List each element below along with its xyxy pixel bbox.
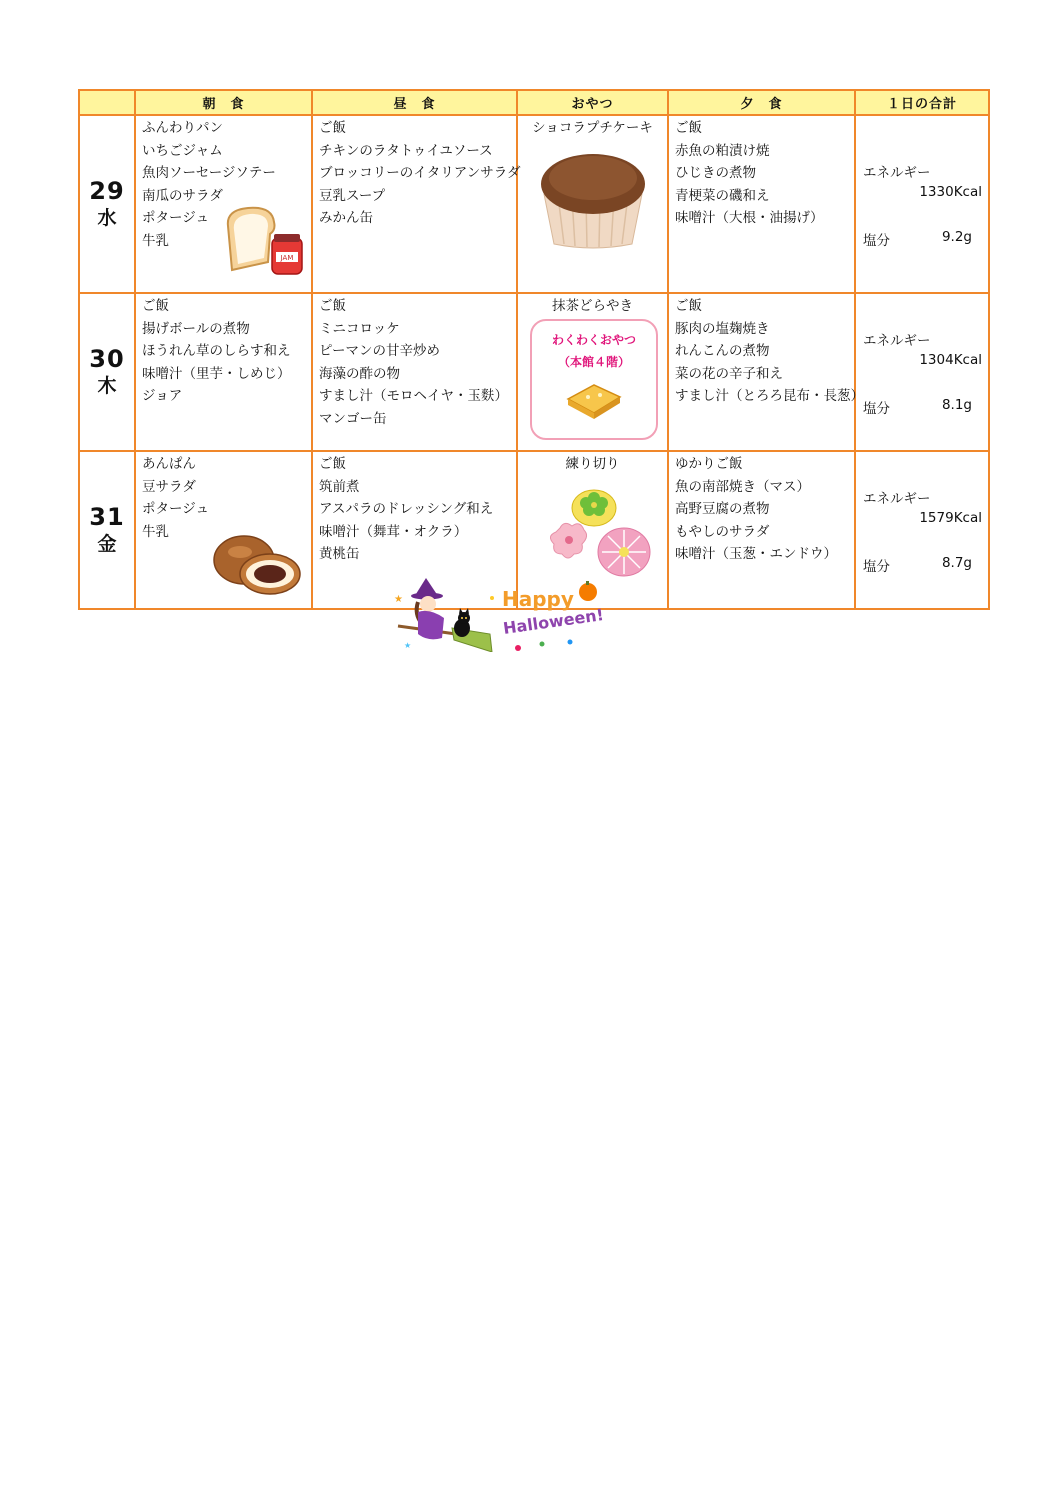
- snack-name: ショコラプチケーキ: [532, 120, 653, 136]
- menu-item: 牛乳: [142, 523, 169, 540]
- menu-item: 味噌汁（里芋・しめじ）: [142, 365, 291, 382]
- menu-item: 豚肉の塩麹焼き: [675, 320, 770, 337]
- breakfast-cell: [135, 451, 312, 609]
- menu-item: ほうれん草のしらす和え: [142, 343, 291, 360]
- dinner-cell: [668, 293, 864, 451]
- breakfast-cell: [135, 115, 312, 293]
- menu-item: 味噌汁（大根・油揚げ）: [675, 210, 824, 227]
- menu-item: もやしのサラダ: [675, 523, 770, 540]
- menu-item: 豆サラダ: [142, 478, 196, 495]
- header-total: １日の合計: [855, 90, 989, 115]
- menu-item: 青梗菜の磯和え: [675, 187, 770, 204]
- menu-item: ご飯: [675, 298, 702, 314]
- lunch-cell: [312, 293, 517, 451]
- salt-label: 塩分: [863, 233, 890, 249]
- menu-table: [78, 89, 990, 610]
- lunch-cell: [312, 115, 521, 293]
- snack-cell: [517, 293, 668, 451]
- menu-item: ミニコロッケ: [319, 320, 400, 337]
- menu-item: ご飯: [319, 456, 346, 472]
- menu-item: アスパラのドレッシング和え: [319, 501, 494, 518]
- weekday: 木: [97, 375, 117, 397]
- day-row-30: [79, 293, 989, 451]
- dorayaki-illustration: [564, 377, 624, 421]
- day-number: 30: [89, 345, 125, 373]
- menu-item: マンゴー缶: [319, 410, 387, 427]
- dinner-list: [675, 452, 854, 566]
- header-snack: おやつ: [517, 90, 668, 115]
- energy-label: エネルギー: [863, 333, 931, 349]
- menu-item: 揚げボールの煮物: [142, 320, 250, 337]
- lunch-list: [319, 294, 516, 431]
- weekday: 金: [97, 533, 117, 555]
- lunch-list: [319, 116, 521, 230]
- total-cell: [855, 293, 989, 451]
- pumpkin-icon: [579, 583, 597, 601]
- breakfast-list: [142, 294, 311, 408]
- star-icon: ★: [394, 594, 403, 605]
- header-dinner: 夕 食: [668, 90, 855, 115]
- day-number: 29: [89, 177, 125, 205]
- menu-item: ひじきの煮物: [675, 165, 756, 182]
- menu-item: ジョア: [142, 388, 183, 405]
- anpan-illustration: [212, 528, 304, 598]
- menu-item: 味噌汁（玉葱・エンドウ）: [675, 546, 837, 563]
- energy-value: 1304Kcal: [919, 352, 982, 368]
- energy-label: エネルギー: [863, 491, 931, 507]
- halloween-decoration: [392, 578, 614, 652]
- weekday: 水: [97, 207, 117, 229]
- salt-label: 塩分: [863, 559, 890, 575]
- menu-item: 牛乳: [142, 232, 169, 249]
- menu-item: れんこんの煮物: [675, 343, 770, 360]
- salt-label: 塩分: [863, 401, 890, 417]
- dinner-cell: [668, 115, 855, 293]
- svg-text:JAM: JAM: [280, 254, 294, 262]
- menu-item: ご飯: [142, 298, 169, 314]
- menu-item: ふんわりパン: [142, 120, 223, 136]
- menu-item: 南瓜のサラダ: [142, 187, 223, 204]
- menu-item: 海藻の酢の物: [319, 365, 400, 382]
- header-breakfast: 朝 食: [135, 90, 312, 115]
- header-corner: [79, 90, 135, 115]
- salt-value: 8.1g: [941, 397, 972, 413]
- menu-item: チキンのラタトゥイユソース: [319, 142, 493, 159]
- snack-name: 練り切り: [565, 456, 620, 472]
- nerikiri-illustration: [534, 478, 654, 582]
- menu-item: ポタージュ: [142, 210, 209, 227]
- menu-item: すまし汁（とろろ昆布・長葱）: [675, 388, 864, 405]
- day-row-29: [79, 115, 989, 293]
- menu-item: ご飯: [319, 298, 346, 314]
- energy-label: エネルギー: [863, 165, 931, 181]
- witch-icon: [418, 611, 444, 639]
- header-lunch: 昼 食: [312, 90, 517, 115]
- star-icon: ★: [404, 641, 412, 650]
- menu-item: ご飯: [319, 120, 346, 136]
- menu-item: ポタージュ: [142, 501, 209, 518]
- menu-item: 豆乳スープ: [319, 187, 386, 204]
- dinner-cell: [668, 451, 855, 609]
- energy-value: 1330Kcal: [919, 184, 982, 200]
- salt-value: 8.7g: [941, 555, 972, 571]
- menu-item: 黄桃缶: [319, 546, 360, 563]
- menu-item: すまし汁（モロヘイヤ・玉麩）: [319, 388, 508, 405]
- breakfast-cell: [135, 293, 312, 451]
- salt-value: 9.2g: [941, 229, 972, 245]
- bread-jam-illustration: [220, 204, 310, 278]
- lunch-list: [319, 452, 516, 566]
- snack-event-box: [530, 319, 658, 440]
- energy-value: 1579Kcal: [919, 510, 982, 526]
- menu-item: あんぱん: [142, 456, 196, 472]
- day-cell: [79, 115, 135, 293]
- total-cell: [855, 451, 989, 609]
- chocolate-cake-illustration: [538, 144, 648, 250]
- menu-item: いちごジャム: [142, 142, 223, 159]
- menu-item: みかん缶: [319, 210, 373, 227]
- menu-item: 味噌汁（舞茸・オクラ）: [319, 523, 468, 540]
- day-cell: [79, 451, 135, 609]
- snack-name: 抹茶どらやき: [552, 298, 633, 314]
- menu-item: 魚肉ソーセージソテー: [142, 165, 276, 182]
- menu-item: 筑前煮: [319, 478, 360, 495]
- menu-item: ブロッコリーのイタリアンサラダ: [319, 165, 521, 182]
- menu-item: ピーマンの甘辛炒め: [319, 343, 440, 360]
- menu-item: 高野豆腐の煮物: [675, 501, 770, 518]
- day-number: 31: [89, 503, 125, 531]
- dinner-list: [675, 294, 864, 408]
- event-title: わくわくおやつ: [551, 333, 636, 347]
- halloween-text-happy: Happy: [502, 587, 574, 611]
- menu-item: ご飯: [675, 120, 702, 136]
- snack-cell: [517, 115, 668, 293]
- menu-item: 赤魚の粕漬け焼: [675, 142, 770, 159]
- menu-item: 魚の南部焼き（マス）: [675, 478, 810, 495]
- dinner-list: [675, 116, 854, 230]
- menu-item: ゆかりご飯: [675, 456, 743, 472]
- total-cell: [855, 115, 989, 293]
- header-row: [79, 90, 989, 115]
- halloween-text-halloween: Halloween!: [501, 605, 605, 638]
- menu-item: 菜の花の辛子和え: [675, 365, 783, 382]
- day-cell: [79, 293, 135, 451]
- event-location: （本館４階）: [557, 355, 630, 369]
